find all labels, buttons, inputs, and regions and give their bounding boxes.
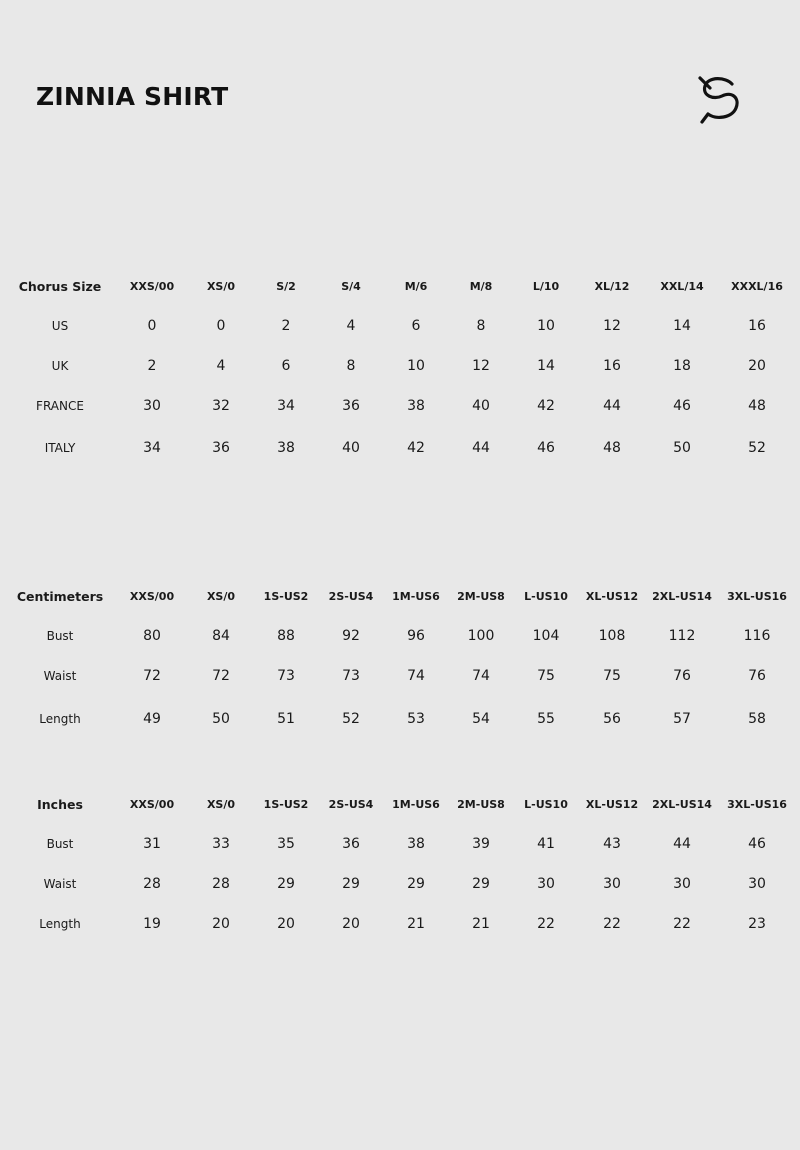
measurement-cell: 6	[281, 358, 291, 374]
measurement-cell: 41	[537, 836, 555, 852]
size-header-cell: M/6	[404, 279, 428, 293]
measurement-cell: 34	[277, 398, 295, 414]
measurement-cell: 108	[598, 628, 626, 644]
measurement-cell: 36	[342, 398, 360, 414]
measurement-cell: 38	[407, 836, 425, 852]
measurement-cell: 48	[748, 398, 766, 414]
measurement-cell: 40	[472, 398, 490, 414]
measurement-cell: 16	[603, 358, 621, 374]
measurement-cell: 14	[537, 358, 555, 374]
measurement-cell: 30	[537, 876, 555, 892]
size-header-cell: 3XL-US16	[727, 589, 787, 603]
chorus-logo-icon	[696, 72, 744, 124]
measurement-cell: 42	[407, 440, 425, 456]
size-header-cell: XS/0	[206, 589, 236, 603]
measurement-cell: 88	[277, 628, 295, 644]
measurement-cell: 50	[212, 711, 230, 727]
page-title: ZINNIA SHIRT	[36, 82, 229, 111]
measurement-cell: 6	[411, 318, 421, 334]
measurement-cell: 75	[603, 668, 621, 684]
size-header-cell: 2M-US8	[457, 589, 505, 603]
measurement-cell: 44	[673, 836, 691, 852]
size-header-cell: XL-US12	[585, 589, 639, 603]
measurement-cell: 38	[277, 440, 295, 456]
measurement-cell: 12	[472, 358, 490, 374]
measurement-cell: 20	[748, 358, 766, 374]
measurement-cell: 53	[407, 711, 425, 727]
measurement-cell: 10	[537, 318, 555, 334]
size-header-cell: XXS/00	[129, 797, 175, 811]
measurement-cell: 34	[143, 440, 161, 456]
measurement-cell: 42	[537, 398, 555, 414]
size-header-cell: 1M-US6	[392, 797, 440, 811]
table-header-label: Chorus Size	[18, 278, 102, 294]
measurement-cell: 48	[603, 440, 621, 456]
measurement-cell: 20	[342, 916, 360, 932]
measurement-cell: 57	[673, 711, 691, 727]
measurement-cell: 30	[603, 876, 621, 892]
measurement-cell: 46	[537, 440, 555, 456]
measurement-cell: 4	[216, 358, 226, 374]
measurement-cell: 21	[472, 916, 490, 932]
measurement-cell: 4	[346, 318, 356, 334]
size-header-cell: S/2	[276, 279, 296, 293]
measurement-cell: 38	[407, 398, 425, 414]
measurement-cell: 44	[603, 398, 621, 414]
measurement-cell: 20	[277, 916, 295, 932]
size-header-cell: L-US10	[524, 797, 568, 811]
size-header-cell: XS/0	[206, 797, 236, 811]
size-header-cell: XXL/14	[660, 279, 704, 293]
measurement-cell: 30	[143, 398, 161, 414]
measurement-cell: 52	[342, 711, 360, 727]
row-label: Length	[39, 917, 81, 931]
measurement-cell: 74	[407, 668, 425, 684]
size-header-cell: L/10	[532, 279, 560, 293]
row-label: Bust	[46, 629, 74, 643]
measurement-cell: 14	[673, 318, 691, 334]
size-header-cell: 2M-US8	[457, 797, 505, 811]
measurement-cell: 55	[537, 711, 555, 727]
size-header-cell: XL/12	[594, 279, 630, 293]
centimeters-table	[0, 576, 800, 742]
measurement-cell: 22	[537, 916, 555, 932]
size-header-cell: 2S-US4	[328, 797, 374, 811]
measurement-cell: 44	[472, 440, 490, 456]
measurement-cell: 33	[212, 836, 230, 852]
measurement-cell: 21	[407, 916, 425, 932]
measurement-cell: 18	[673, 358, 691, 374]
size-header-cell: 1S-US2	[263, 797, 309, 811]
measurement-cell: 20	[212, 916, 230, 932]
measurement-cell: 51	[277, 711, 295, 727]
measurement-cell: 2	[281, 318, 291, 334]
size-header-cell: 1M-US6	[392, 589, 440, 603]
measurement-cell: 104	[532, 628, 560, 644]
size-header-cell: 3XL-US16	[727, 797, 787, 811]
measurement-cell: 30	[748, 876, 766, 892]
measurement-cell: 19	[143, 916, 161, 932]
measurement-cell: 35	[277, 836, 295, 852]
measurement-cell: 80	[143, 628, 161, 644]
measurement-cell: 92	[342, 628, 360, 644]
measurement-cell: 36	[342, 836, 360, 852]
row-label: US	[51, 319, 69, 333]
measurement-cell: 22	[673, 916, 691, 932]
measurement-cell: 72	[143, 668, 161, 684]
measurement-cell: 76	[748, 668, 766, 684]
measurement-cell: 22	[603, 916, 621, 932]
measurement-cell: 46	[673, 398, 691, 414]
measurement-cell: 52	[748, 440, 766, 456]
row-label: Bust	[46, 837, 74, 851]
measurement-cell: 54	[472, 711, 490, 727]
measurement-cell: 56	[603, 711, 621, 727]
measurement-cell: 30	[673, 876, 691, 892]
size-header-cell: 2S-US4	[328, 589, 374, 603]
size-header-cell: L-US10	[524, 589, 568, 603]
measurement-cell: 2	[147, 358, 157, 374]
size-header-cell: 1S-US2	[263, 589, 309, 603]
row-label: Waist	[43, 877, 77, 891]
measurement-cell: 0	[216, 318, 226, 334]
measurement-cell: 46	[748, 836, 766, 852]
measurement-cell: 32	[212, 398, 230, 414]
row-label: ITALY	[44, 441, 76, 455]
size-header-cell: 2XL-US14	[652, 589, 712, 603]
measurement-cell: 28	[143, 876, 161, 892]
size-header-cell: XXS/00	[129, 279, 175, 293]
measurement-cell: 76	[673, 668, 691, 684]
size-header-cell: S/4	[341, 279, 361, 293]
measurement-cell: 112	[668, 628, 696, 644]
measurement-cell: 116	[743, 628, 771, 644]
measurement-cell: 39	[472, 836, 490, 852]
row-label: UK	[51, 359, 69, 373]
size-header-cell: 2XL-US14	[652, 797, 712, 811]
measurement-cell: 73	[277, 668, 295, 684]
measurement-cell: 29	[342, 876, 360, 892]
table-header-label: Inches	[37, 796, 83, 812]
measurement-cell: 43	[603, 836, 621, 852]
measurement-cell: 29	[277, 876, 295, 892]
measurement-cell: 49	[143, 711, 161, 727]
measurement-cell: 8	[346, 358, 356, 374]
measurement-cell: 10	[407, 358, 425, 374]
measurement-cell: 29	[472, 876, 490, 892]
measurement-cell: 31	[143, 836, 161, 852]
measurement-cell: 28	[212, 876, 230, 892]
inches-table	[0, 784, 800, 944]
measurement-cell: 23	[748, 916, 766, 932]
size-header-cell: XL-US12	[585, 797, 639, 811]
size-conversion-table	[0, 266, 800, 470]
size-header-cell: M/8	[469, 279, 493, 293]
measurement-cell: 50	[673, 440, 691, 456]
measurement-cell: 16	[748, 318, 766, 334]
size-header-cell: XXXL/16	[731, 279, 783, 293]
measurement-cell: 29	[407, 876, 425, 892]
measurement-cell: 73	[342, 668, 360, 684]
measurement-cell: 58	[748, 711, 766, 727]
measurement-cell: 40	[342, 440, 360, 456]
measurement-cell: 0	[147, 318, 157, 334]
measurement-cell: 12	[603, 318, 621, 334]
row-label: FRANCE	[36, 399, 84, 413]
measurement-cell: 72	[212, 668, 230, 684]
measurement-cell: 36	[212, 440, 230, 456]
size-header-cell: XXS/00	[129, 589, 175, 603]
table-header-label: Centimeters	[16, 588, 104, 604]
measurement-cell: 84	[212, 628, 230, 644]
row-label: Waist	[43, 669, 77, 683]
measurement-cell: 74	[472, 668, 490, 684]
measurement-cell: 96	[407, 628, 425, 644]
measurement-cell: 75	[537, 668, 555, 684]
measurement-cell: 8	[476, 318, 486, 334]
row-label: Length	[39, 712, 81, 726]
size-header-cell: XS/0	[206, 279, 236, 293]
measurement-cell: 100	[467, 628, 495, 644]
